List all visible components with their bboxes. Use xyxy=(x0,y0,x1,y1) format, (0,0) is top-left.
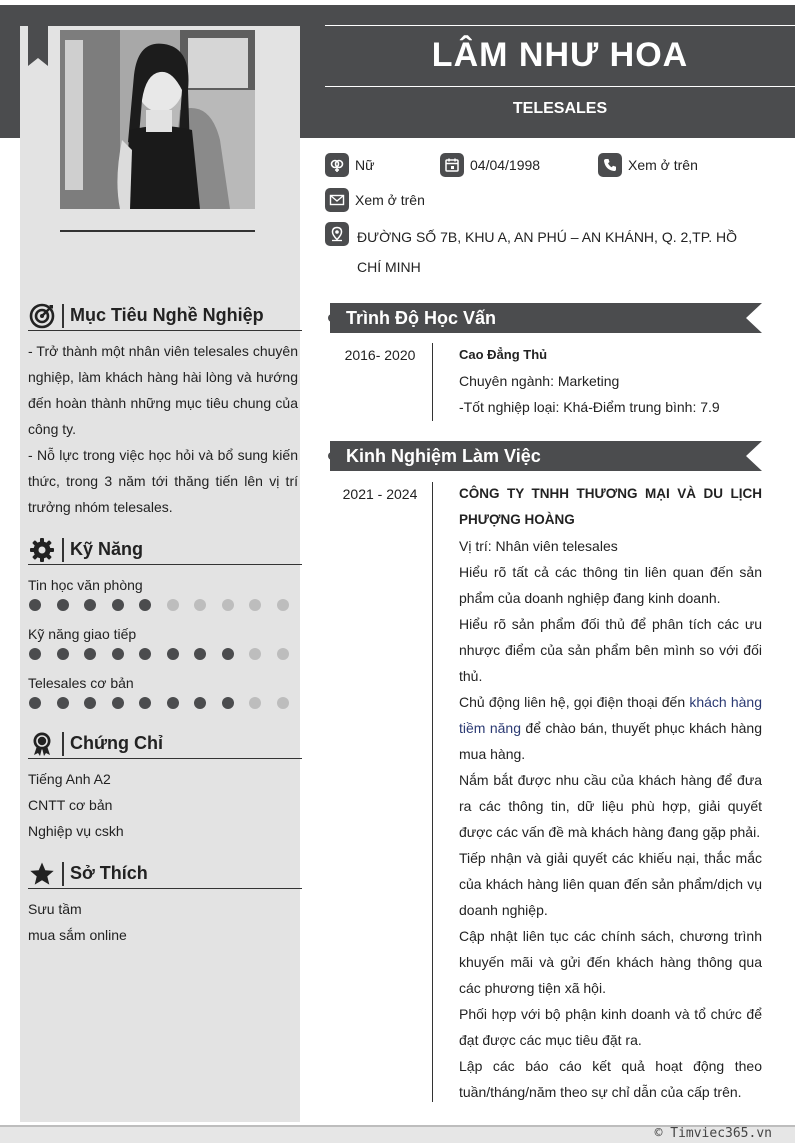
duty-text: để chào bán, thuyết phục khách hàng mua hàng. xyxy=(459,720,763,762)
duty-item: Tiếp nhận và giải quyết các khiếu nại, thắc mắc của khách hàng liên quan đến sản phẩm/dịch vụ doanh nghiệp. xyxy=(459,850,762,918)
footer-watermark[interactable]: © Timviec365.vn xyxy=(654,1126,772,1141)
heading-separator xyxy=(62,732,64,756)
hobbies-heading xyxy=(28,859,302,889)
rating-dot-filled xyxy=(167,648,179,660)
rating-dot-empty xyxy=(249,697,261,709)
rating-dot-filled xyxy=(194,648,206,660)
contact-birthday xyxy=(440,153,540,177)
rating-dot-filled xyxy=(29,599,41,611)
header-rule-bottom xyxy=(325,86,795,87)
experience-entry xyxy=(459,481,762,1105)
rating-dot-filled xyxy=(112,648,124,660)
skill-item xyxy=(28,673,298,709)
rating-dot-filled xyxy=(194,697,206,709)
rating-dot-empty xyxy=(249,648,261,660)
duty-item: Hiểu rõ tất cả các thông tin liên quan đến sản phẩm của doanh nghiệp đang kinh doanh. xyxy=(459,564,762,606)
heading-separator xyxy=(62,304,64,328)
duty-item: Nắm bắt được nhu cầu của khách hàng để đưa ra các thông tin, dữ liệu phù hợp, giải quyết được các vấn đề mà khách hàng đang gặp phải. xyxy=(459,772,762,840)
heading-separator xyxy=(62,538,64,562)
certificate-item: Nghiệp vụ cskh xyxy=(28,823,124,839)
hobby-item: mua sắm online xyxy=(28,927,127,943)
rating-dot-empty xyxy=(222,599,234,611)
rating-dot-filled xyxy=(139,599,151,611)
skill-item xyxy=(28,575,298,611)
rating-dot-filled xyxy=(57,599,69,611)
target-icon xyxy=(28,302,56,330)
rating-dot-empty xyxy=(249,599,261,611)
contact-email xyxy=(325,188,425,212)
contact-phone xyxy=(598,153,698,177)
heading-separator xyxy=(62,862,64,886)
candidate-role: TELESALES xyxy=(512,100,608,117)
duty-text: Chủ động liên hệ, gọi điện thoại đến xyxy=(459,694,690,710)
rating-dot-filled xyxy=(222,697,234,709)
certificates-heading xyxy=(28,729,302,759)
rating-dot-filled xyxy=(57,648,69,660)
duty-item: Phối hợp với bộ phận kinh doanh và tổ chức để đạt được các mục tiêu đặt ra. xyxy=(459,1006,762,1048)
skill-name: Tin học văn phòng xyxy=(28,577,143,593)
education-grade: -Tốt nghiệp loại: Khá-Điểm trung bình: 7.9 xyxy=(459,399,720,415)
gear-icon xyxy=(28,536,56,564)
skill-item xyxy=(28,624,298,660)
phone-value: Xem ở trên xyxy=(628,157,698,173)
rating-dot-empty xyxy=(277,697,289,709)
skills-title: Kỹ Năng xyxy=(70,539,144,559)
certificates-title: Chứng Chỉ xyxy=(70,733,164,753)
education-period: 2016- 2020 xyxy=(344,347,416,363)
rating-dot-filled xyxy=(112,697,124,709)
contact-gender xyxy=(325,153,374,177)
header-rule-top xyxy=(325,25,795,26)
rating-dot-empty xyxy=(277,599,289,611)
education-major: Chuyên ngành: Marketing xyxy=(459,373,620,389)
objective-title: Mục Tiêu Nghề Nghiệp xyxy=(70,305,264,325)
skills-heading xyxy=(28,535,302,565)
rating-dot-filled xyxy=(84,599,96,611)
hobbies-title: Sở Thích xyxy=(70,863,148,883)
skill-rating xyxy=(28,599,298,611)
rating-dot-empty xyxy=(167,599,179,611)
star-icon xyxy=(28,860,56,888)
experience-period: 2021 - 2024 xyxy=(342,486,418,502)
calendar-icon xyxy=(440,153,464,177)
rating-dot-filled xyxy=(167,697,179,709)
job-position: Vị trí: Nhân viên telesales xyxy=(459,538,618,554)
objective-line-1: - Trở thành một nhân viên telesales chuyên nghiệp, làm khách hàng hài lòng và hướng đến hoàn thành những mục tiêu chung của công ty. xyxy=(28,343,298,437)
experience-title: Kinh Nghiệm Làm Việc xyxy=(346,446,541,466)
candidate-name: LÂM NHƯ HOA xyxy=(431,36,689,74)
skill-rating xyxy=(28,648,298,660)
hobby-item: Sưu tầm xyxy=(28,901,82,917)
experience-timeline xyxy=(432,482,433,1102)
certificate-item: Tiếng Anh A2 xyxy=(28,771,111,787)
photo-underline xyxy=(60,230,255,232)
rating-dot-filled xyxy=(57,697,69,709)
company-name: CÔNG TY TNHH THƯƠNG MẠI VÀ DU LỊCH PHƯỢNG HOÀNG xyxy=(459,486,762,527)
skill-name: Telesales cơ bản xyxy=(28,675,134,691)
gender-icon xyxy=(325,153,349,177)
skill-name: Kỹ năng giao tiếp xyxy=(28,626,137,642)
mail-icon xyxy=(325,188,349,212)
objective-heading xyxy=(28,301,302,331)
rating-dot-filled xyxy=(29,648,41,660)
school-name: Cao Đẳng Thủ xyxy=(459,347,548,362)
contact-address xyxy=(325,222,765,282)
objective-text xyxy=(28,338,298,520)
rating-dot-empty xyxy=(194,599,206,611)
potential-customers-link[interactable]: khách hàng tiềm năng xyxy=(459,694,762,736)
duty-item: Cập nhật liên tục các chính sách, chương trình khuyến mãi và gửi đến khách hàng thông qua các phương tiện xã hội. xyxy=(459,928,762,996)
rating-dot-filled xyxy=(84,697,96,709)
duty-item xyxy=(459,689,762,767)
award-medal-icon xyxy=(28,730,56,758)
duty-item: Hiểu rõ sản phẩm đối thủ để phân tích các ưu nhược điểm của sản phẩm bên mình so với đối thủ. xyxy=(459,616,762,684)
certificate-item: CNTT cơ bản xyxy=(28,797,113,813)
rating-dot-filled xyxy=(84,648,96,660)
rating-dot-filled xyxy=(139,697,151,709)
avatar-photo xyxy=(60,30,255,209)
skill-rating xyxy=(28,697,298,709)
rating-dot-filled xyxy=(29,697,41,709)
address-value: ĐƯỜNG SỐ 7B, KHU A, AN PHÚ – AN KHÁNH, Q. 2,TP. HỒ CHÍ MINH xyxy=(357,229,738,275)
phone-icon xyxy=(598,153,622,177)
rating-dot-filled xyxy=(112,599,124,611)
rating-dot-filled xyxy=(222,648,234,660)
objective-line-2: - Nỗ lực trong việc học hỏi và bổ sung kiến thức, trong 3 năm tới thăng tiến lên vị trí trưởng nhóm telesales. xyxy=(28,447,298,515)
education-timeline xyxy=(432,343,433,421)
education-title: Trình Độ Học Vấn xyxy=(346,308,497,328)
email-value: Xem ở trên xyxy=(355,192,425,208)
duty-item: Lập các báo cáo kết quả hoạt động theo tuần/tháng/năm theo sự chỉ dẫn của cấp trên. xyxy=(459,1058,762,1100)
location-pin-icon xyxy=(325,222,349,246)
rating-dot-empty xyxy=(277,648,289,660)
education-entry xyxy=(459,342,762,420)
hobbies-list xyxy=(28,896,298,948)
birthday-value: 04/04/1998 xyxy=(470,157,541,173)
rating-dot-filled xyxy=(139,648,151,660)
certificates-list xyxy=(28,766,298,844)
gender-value: Nữ xyxy=(355,157,375,173)
